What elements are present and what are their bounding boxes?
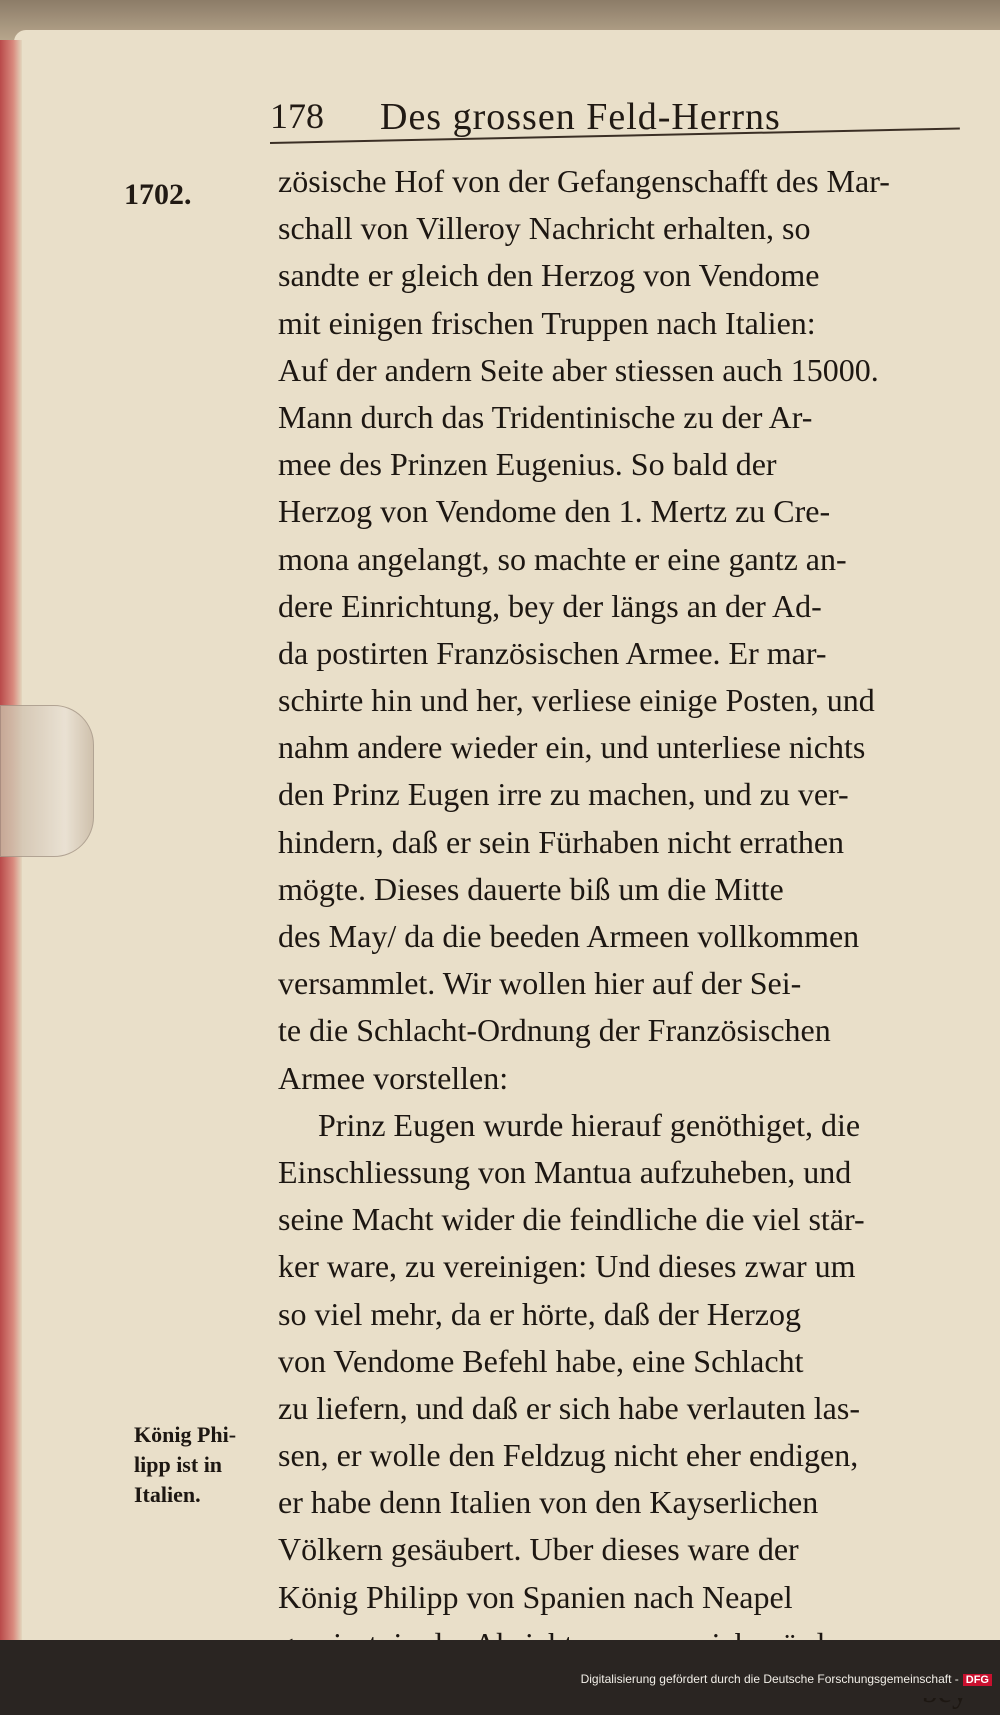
text-line: mit einigen frischen Truppen nach Italien:: [278, 304, 816, 341]
body-text: [278, 158, 978, 1715]
dfg-logo: DFG: [963, 1674, 992, 1686]
text-line: Prinz Eugen wurde hierauf genöthiget, die: [318, 1106, 861, 1143]
text-line: dere Einrichtung, bey der längs an der Ad-: [278, 587, 822, 624]
footer-credit-text: Digitalisierung gefördert durch die Deutsche Forschungsgemeinschaft -: [580, 1672, 959, 1686]
text-line: zu liefern, und daß er sich habe verlauten las-: [278, 1389, 860, 1426]
running-title: Des grossen Feld-Herrns: [380, 96, 781, 138]
text-line: so viel mehr, da er hörte, daß der Herzog: [278, 1295, 801, 1332]
text-line: zösische Hof von der Gefangenschafft des Mar-: [278, 163, 890, 199]
margin-note-line: lipp ist in: [134, 1452, 223, 1477]
page-number: 178: [270, 96, 324, 136]
page-clip: [0, 705, 94, 857]
text-line: Mann durch das Tridentinische zu der Ar-: [278, 398, 813, 435]
text-line: te die Schlacht-Ordnung der Französischen: [278, 1012, 831, 1049]
text-line: mona angelangt, so machte er eine gantz an-: [278, 540, 847, 577]
text-line: er habe denn Italien von den Kayserlichen: [278, 1484, 819, 1521]
text-line: den Prinz Eugen irre zu machen, und zu ver-: [278, 776, 849, 813]
text-line: seine Macht wider die feindliche die viel stär-: [278, 1201, 865, 1238]
margin-note-line: Italien.: [134, 1482, 201, 1507]
text-line: versammlet. Wir wollen hier auf der Sei-: [278, 965, 802, 1002]
text-line: König Philipp von Spanien nach Neapel: [278, 1578, 793, 1615]
text-line: von Vendome Befehl habe, eine Schlacht: [278, 1342, 804, 1379]
text-line: Herzog von Vendome den 1. Mertz zu Cre-: [278, 493, 831, 530]
text-line: ker ware, zu vereinigen: Und dieses zwar um: [278, 1248, 856, 1285]
footer-credit: [581, 1672, 992, 1686]
margin-note: [134, 1420, 264, 1510]
text-line: des May/ da die beeden Armeen vollkommen: [278, 918, 860, 954]
text-line: hindern, daß er sein Fürhaben nicht errathen: [278, 823, 845, 860]
text-line: mögte. Dieses dauerte biß um die Mitte: [278, 870, 784, 907]
text-line: Einschliessung von Mantua aufzuheben, und: [278, 1153, 852, 1190]
page-header: [270, 95, 960, 145]
text-line: schirte hin und her, verliese einige Posten, und: [278, 682, 875, 719]
text-line: sandte er gleich den Herzog von Vendome: [278, 257, 820, 294]
text-line: mee des Prinzen Eugenius. So bald der: [278, 446, 777, 483]
text-line: sen, er wolle den Feldzug nicht eher endigen,: [278, 1437, 859, 1474]
margin-year: 1702.: [124, 178, 192, 211]
text-line: da postirten Französischen Armee. Er mar-: [278, 634, 827, 671]
text-line: nahm andere wieder ein, und unterliese nichts: [278, 729, 866, 766]
text-line: Armee vorstellen:: [278, 1059, 509, 1096]
text-line: Völkern gesäubert. Uber dieses ware der: [278, 1531, 799, 1568]
margin-note-line: König Phi-: [134, 1422, 237, 1447]
text-line: Auf der andern Seite aber stiessen auch 15000.: [278, 351, 879, 388]
bottom-bar: [0, 1640, 1000, 1698]
text-line: schall von Villeroy Nachricht erhalten, so: [278, 210, 811, 247]
